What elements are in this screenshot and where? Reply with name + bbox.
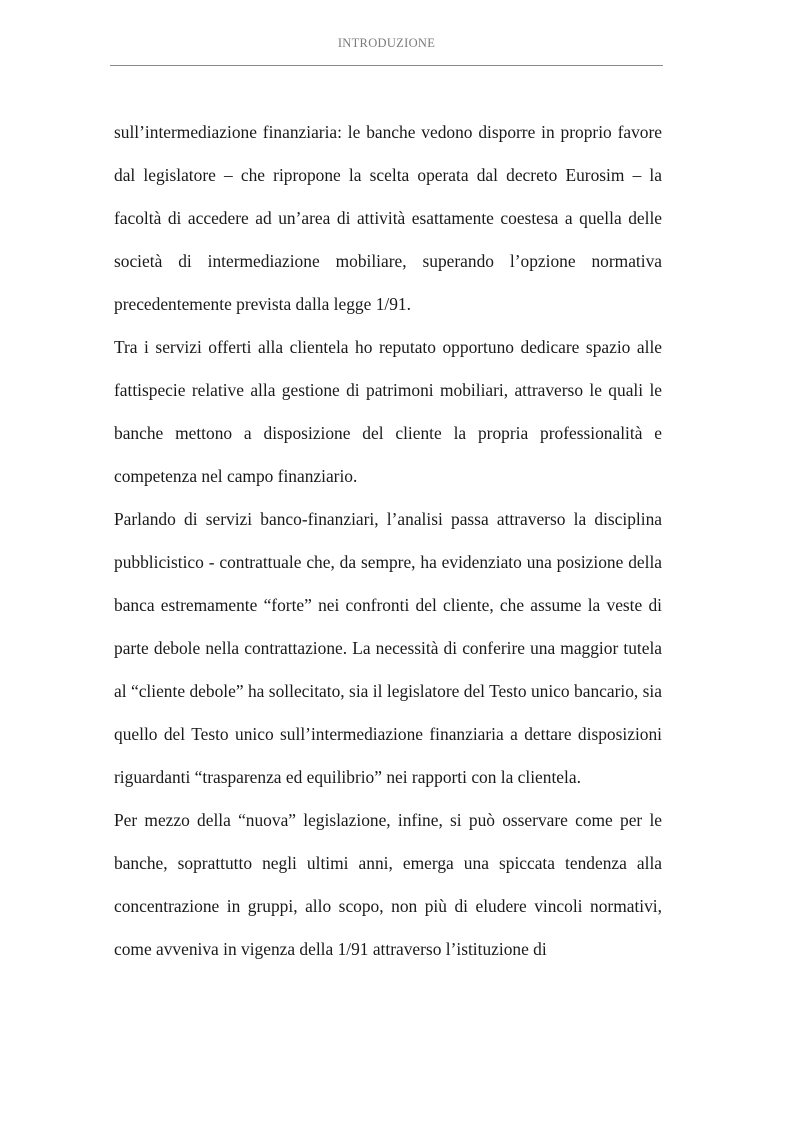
header-title: INTRODUZIONE bbox=[337, 36, 436, 50]
paragraph-4: Per mezzo della “nuova” legislazione, infine, si può osservare come per le banche, soprattutto negli ultimi anni, emerga una spiccata tendenza alla concentrazione in gruppi, allo scopo, non più di eludere vincoli normativi, come avveniva in vigenza della 1/91 attraverso l’istituzione di bbox=[114, 810, 662, 959]
running-header bbox=[110, 36, 663, 66]
paragraph-1: sull’intermediazione finanziaria: le banche vedono disporre in proprio favore dal legislatore – che ripropone la scelta operata dal decreto Eurosim – la facoltà di accedere ad un’area di attività esattamente coestesa a quella delle società di intermediazione mobiliare, superando l’opzione normativa precedentemente prevista dalla legge 1/91. bbox=[114, 122, 662, 314]
body-text bbox=[114, 111, 662, 971]
paragraph-3: Parlando di servizi banco-finanziari, l’analisi passa attraverso la disciplina pubblicistico - contrattuale che, da sempre, ha evidenziato una posizione della banca estremamente “forte” nei confronti del cliente, che assume la veste di parte debole nella contrattazione. La necessità di conferire una maggior tutela al “cliente debole” ha sollecitato, sia il legislatore del Testo unico bancario, sia quello del Testo unico sull’intermediazione finanziaria a dettare disposizioni riguardanti “trasparenza ed equilibrio” nei rapporti con la clientela. bbox=[114, 509, 662, 787]
paragraph-2: Tra i servizi offerti alla clientela ho reputato opportuno dedicare spazio alle fattispecie relative alla gestione di patrimoni mobiliari, attraverso le quali le banche mettono a disposizione del cliente la propria professionalità e competenza nel campo finanziario. bbox=[114, 337, 662, 486]
